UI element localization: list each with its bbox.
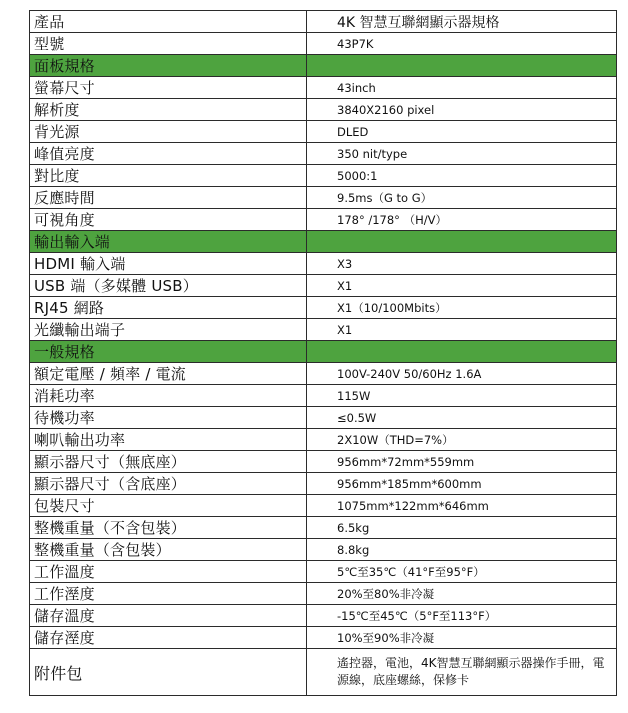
spec-label: 儲存溼度 — [30, 627, 307, 649]
spec-value: 100V-240V 50/60Hz 1.6A — [307, 363, 617, 385]
spec-row — [30, 627, 617, 649]
spec-value: 9.5ms（G to G） — [307, 187, 617, 209]
spec-value: DLED — [307, 121, 617, 143]
spec-value: 4K 智慧互聯網顯示器規格 — [307, 11, 617, 33]
spec-label: 解析度 — [30, 99, 307, 121]
spec-value: 2X10W（THD=7%） — [307, 429, 617, 451]
spec-row — [30, 11, 617, 33]
spec-label: 整機重量（含包裝） — [30, 539, 307, 561]
section-title: 輸出輸入端 — [30, 231, 307, 253]
spec-value: 956mm*185mm*600mm — [307, 473, 617, 495]
spec-row — [30, 319, 617, 341]
spec-row — [30, 495, 617, 517]
section-fill — [307, 341, 617, 363]
spec-label: 待機功率 — [30, 407, 307, 429]
spec-label: 顯示器尺寸（無底座） — [30, 451, 307, 473]
spec-label: 整機重量（不含包裝） — [30, 517, 307, 539]
spec-value: ≤0.5W — [307, 407, 617, 429]
spec-label: 額定電壓 / 頻率 / 電流 — [30, 363, 307, 385]
spec-value: 20%至80%非冷凝 — [307, 583, 617, 605]
spec-value: -15℃至45℃（5°F至113°F） — [307, 605, 617, 627]
spec-label: 工作溼度 — [30, 583, 307, 605]
spec-value: X3 — [307, 253, 617, 275]
spec-row — [30, 187, 617, 209]
spec-table-body — [30, 11, 617, 696]
spec-row — [30, 649, 617, 696]
spec-value: 10%至90%非冷凝 — [307, 627, 617, 649]
spec-row — [30, 253, 617, 275]
spec-value: 43P7K — [307, 33, 617, 55]
spec-row — [30, 583, 617, 605]
spec-row — [30, 561, 617, 583]
section-header-row — [30, 55, 617, 77]
section-fill — [307, 231, 617, 253]
spec-label: 螢幕尺寸 — [30, 77, 307, 99]
section-title: 面板規格 — [30, 55, 307, 77]
spec-label: 喇叭輸出功率 — [30, 429, 307, 451]
spec-value: 956mm*72mm*559mm — [307, 451, 617, 473]
spec-row — [30, 605, 617, 627]
section-header-row — [30, 231, 617, 253]
spec-label: 儲存溫度 — [30, 605, 307, 627]
spec-value: 3840X2160 pixel — [307, 99, 617, 121]
spec-label: 光纖輸出端子 — [30, 319, 307, 341]
spec-row — [30, 451, 617, 473]
spec-label: 峰值亮度 — [30, 143, 307, 165]
spec-row — [30, 539, 617, 561]
spec-label: 包裝尺寸 — [30, 495, 307, 517]
spec-value: X1（10/100Mbits） — [307, 297, 617, 319]
spec-label: 產品 — [30, 11, 307, 33]
spec-value: X1 — [307, 275, 617, 297]
spec-value: 5000:1 — [307, 165, 617, 187]
spec-value: 1075mm*122mm*646mm — [307, 495, 617, 517]
spec-label: RJ45 網路 — [30, 297, 307, 319]
spec-label: 可視角度 — [30, 209, 307, 231]
spec-label: 對比度 — [30, 165, 307, 187]
section-title: 一般規格 — [30, 341, 307, 363]
spec-row — [30, 143, 617, 165]
spec-value: 350 nit/type — [307, 143, 617, 165]
spec-label: 附件包 — [30, 649, 307, 696]
spec-row — [30, 33, 617, 55]
spec-label: 型號 — [30, 33, 307, 55]
spec-label: HDMI 輸入端 — [30, 253, 307, 275]
spec-value: 115W — [307, 385, 617, 407]
spec-row — [30, 77, 617, 99]
spec-row — [30, 517, 617, 539]
spec-row — [30, 407, 617, 429]
spec-label: USB 端（多媒體 USB） — [30, 275, 307, 297]
spec-row — [30, 297, 617, 319]
spec-label: 反應時間 — [30, 187, 307, 209]
spec-row — [30, 275, 617, 297]
spec-value: 5℃至35℃（41°F至95°F） — [307, 561, 617, 583]
spec-value: 8.8kg — [307, 539, 617, 561]
spec-row — [30, 363, 617, 385]
spec-row — [30, 165, 617, 187]
spec-label: 背光源 — [30, 121, 307, 143]
section-fill — [307, 55, 617, 77]
spec-table — [29, 10, 617, 696]
spec-value: 178° /178° （H/V） — [307, 209, 617, 231]
spec-label: 工作溫度 — [30, 561, 307, 583]
spec-label: 顯示器尺寸（含底座） — [30, 473, 307, 495]
spec-value: 6.5kg — [307, 517, 617, 539]
section-header-row — [30, 341, 617, 363]
spec-row — [30, 473, 617, 495]
spec-row — [30, 385, 617, 407]
spec-value: X1 — [307, 319, 617, 341]
spec-row — [30, 99, 617, 121]
spec-label: 消耗功率 — [30, 385, 307, 407]
spec-row — [30, 121, 617, 143]
spec-row — [30, 429, 617, 451]
spec-value: 43inch — [307, 77, 617, 99]
spec-value: 遙控器，電池，4K智慧互聯網顯示器操作手冊，電源線，底座螺絲，保修卡 — [307, 649, 617, 696]
spec-row — [30, 209, 617, 231]
